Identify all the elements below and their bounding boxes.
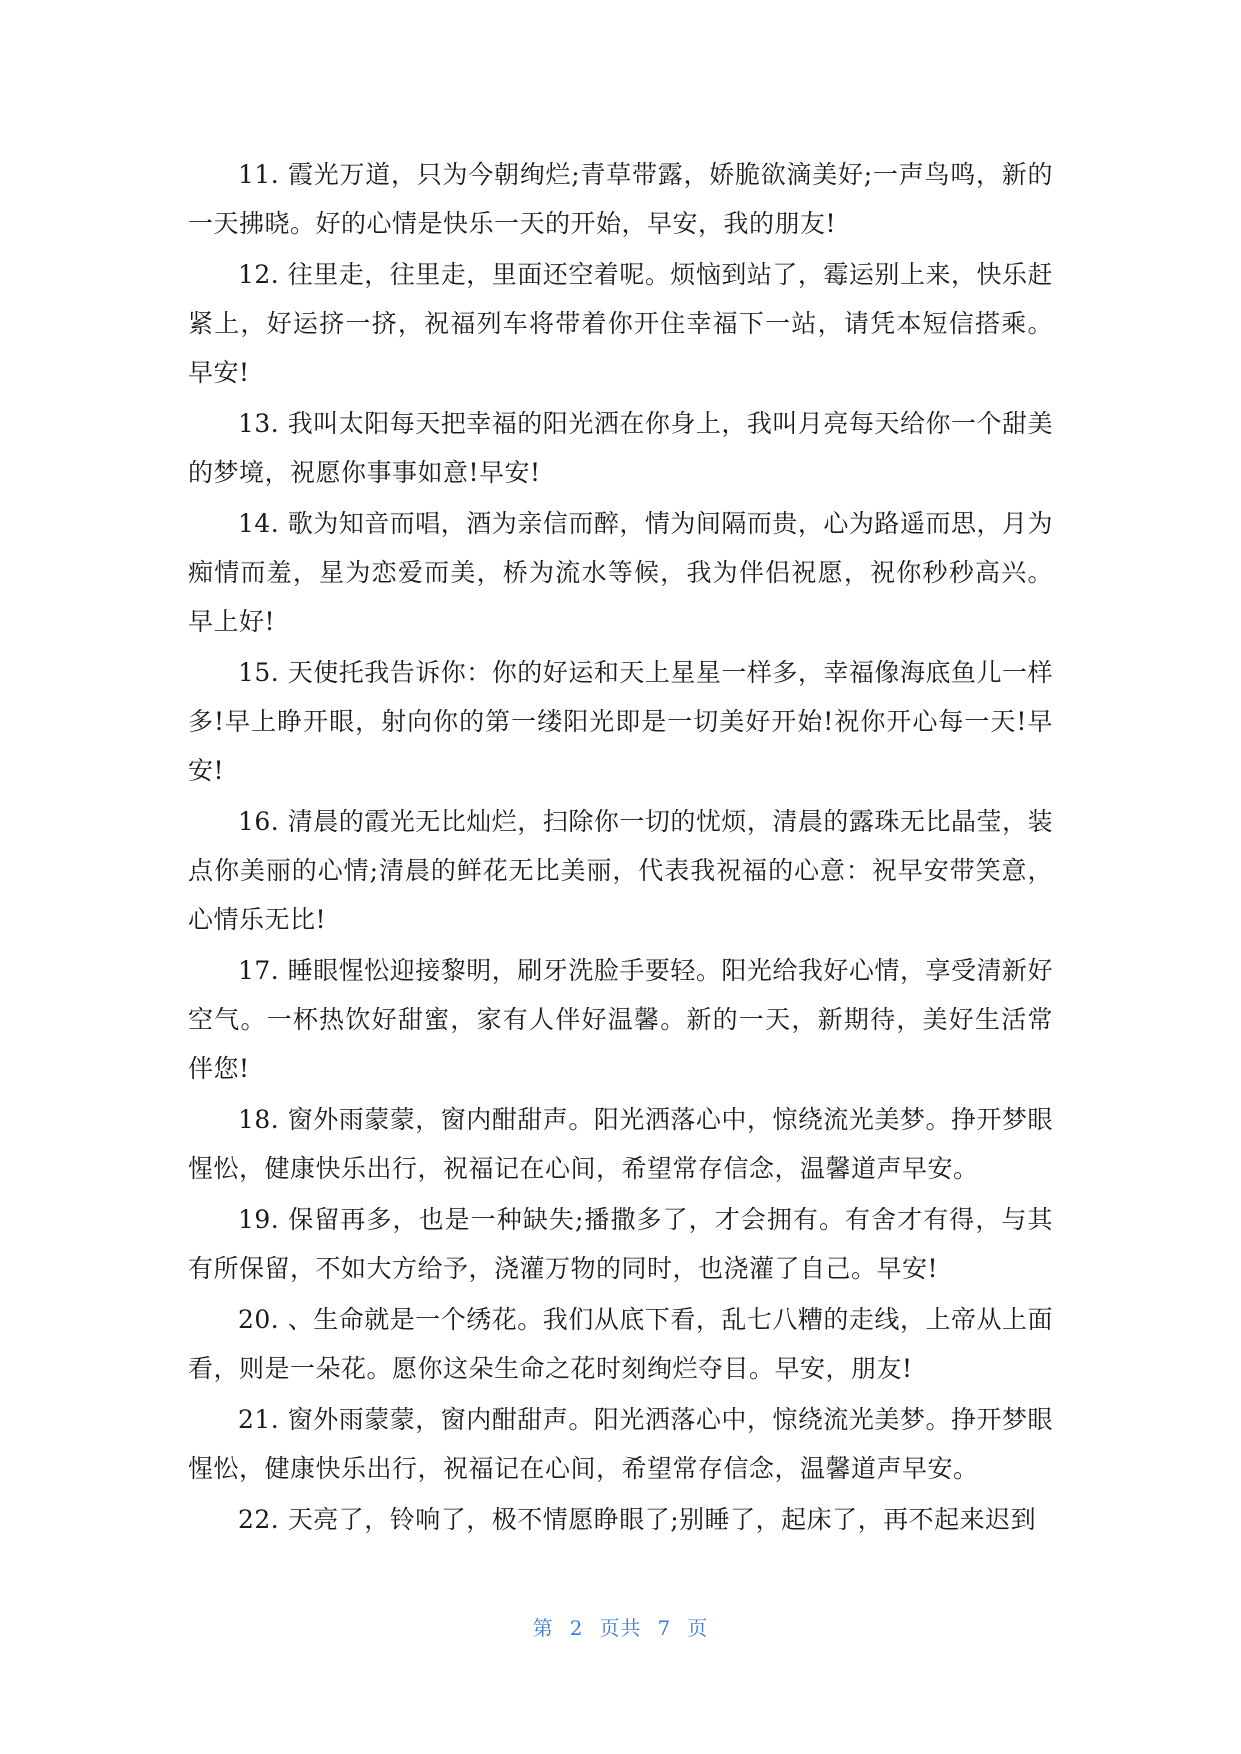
page-footer (0, 1612, 1241, 1641)
footer-current-page: 2 (569, 1616, 584, 1640)
paragraph-14: 14. 歌为知音而唱，酒为亲信而醉，情为间隔而贵，心为路遥而思，月为痴情而羞，星为恋爱而美，桥为流水等候，我为伴侣祝愿，祝你秒秒高兴。早上好! (188, 509, 1053, 636)
footer-ye-gong: 页共 (599, 1616, 642, 1640)
paragraph-20: 20. 、生命就是一个绣花。我们从底下看，乱七八糟的走线，上帝从上面看，则是一朵花。愿你这朵生命之花时刻绚烂夺目。早安，朋友! (188, 1305, 1053, 1383)
paragraph-17: 17. 睡眼惺忪迎接黎明，刷牙洗脸手要轻。阳光给我好心情，享受清新好空气。一杯热饮好甜蜜，家有人伴好温馨。新的一天，新期待，美好生活常伴您! (188, 956, 1053, 1083)
paragraph-11: 11. 霞光万道，只为今朝绚烂;青草带露，娇脆欲滴美好;一声鸟鸣，新的一天拂晓。好的心情是快乐一天的开始，早安，我的朋友! (188, 160, 1053, 238)
paragraph-22: 22. 天亮了，铃响了，极不情愿睁眼了;别睡了，起床了，再不起来迟到 (238, 1505, 1037, 1534)
paragraph-12: 12. 往里走，往里走，里面还空着呢。烦恼到站了，霉运别上来，快乐赶紧上，好运挤一挤，祝福列车将带着你开住幸福下一站，请凭本短信搭乘。早安! (188, 260, 1053, 387)
footer-di: 第 (532, 1616, 554, 1640)
paragraph-16: 16. 清晨的霞光无比灿烂，扫除你一切的忧烦，清晨的露珠无比晶莹，装点你美丽的心情;清晨的鲜花无比美丽，代表我祝福的心意：祝早安带笑意，心情乐无比! (188, 807, 1053, 934)
document-body (188, 150, 1053, 1546)
paragraph-15: 15. 天使托我告诉你：你的好运和天上星星一样多，幸福像海底鱼儿一样多!早上睁开眼，射向你的第一缕阳光即是一切美好开始!祝你开心每一天!早安! (188, 658, 1053, 785)
paragraph-18: 18. 窗外雨蒙蒙，窗内酣甜声。阳光洒落心中，惊绕流光美梦。挣开梦眼惺忪，健康快乐出行，祝福记在心间，希望常存信念，温馨道声早安。 (188, 1105, 1053, 1183)
paragraph-21: 21. 窗外雨蒙蒙，窗内酣甜声。阳光洒落心中，惊绕流光美梦。挣开梦眼惺忪，健康快乐出行，祝福记在心间，希望常存信念，温馨道声早安。 (188, 1405, 1053, 1483)
footer-total-pages: 7 (657, 1616, 672, 1640)
paragraph-19: 19. 保留再多，也是一种缺失;播撒多了，才会拥有。有舍才有得，与其有所保留，不如大方给予，浇灌万物的同时，也浇灌了自己。早安! (188, 1205, 1053, 1283)
footer-ye: 页 (687, 1616, 709, 1640)
paragraph-13: 13. 我叫太阳每天把幸福的阳光洒在你身上，我叫月亮每天给你一个甜美的梦境，祝愿你事事如意!早安! (188, 409, 1053, 487)
